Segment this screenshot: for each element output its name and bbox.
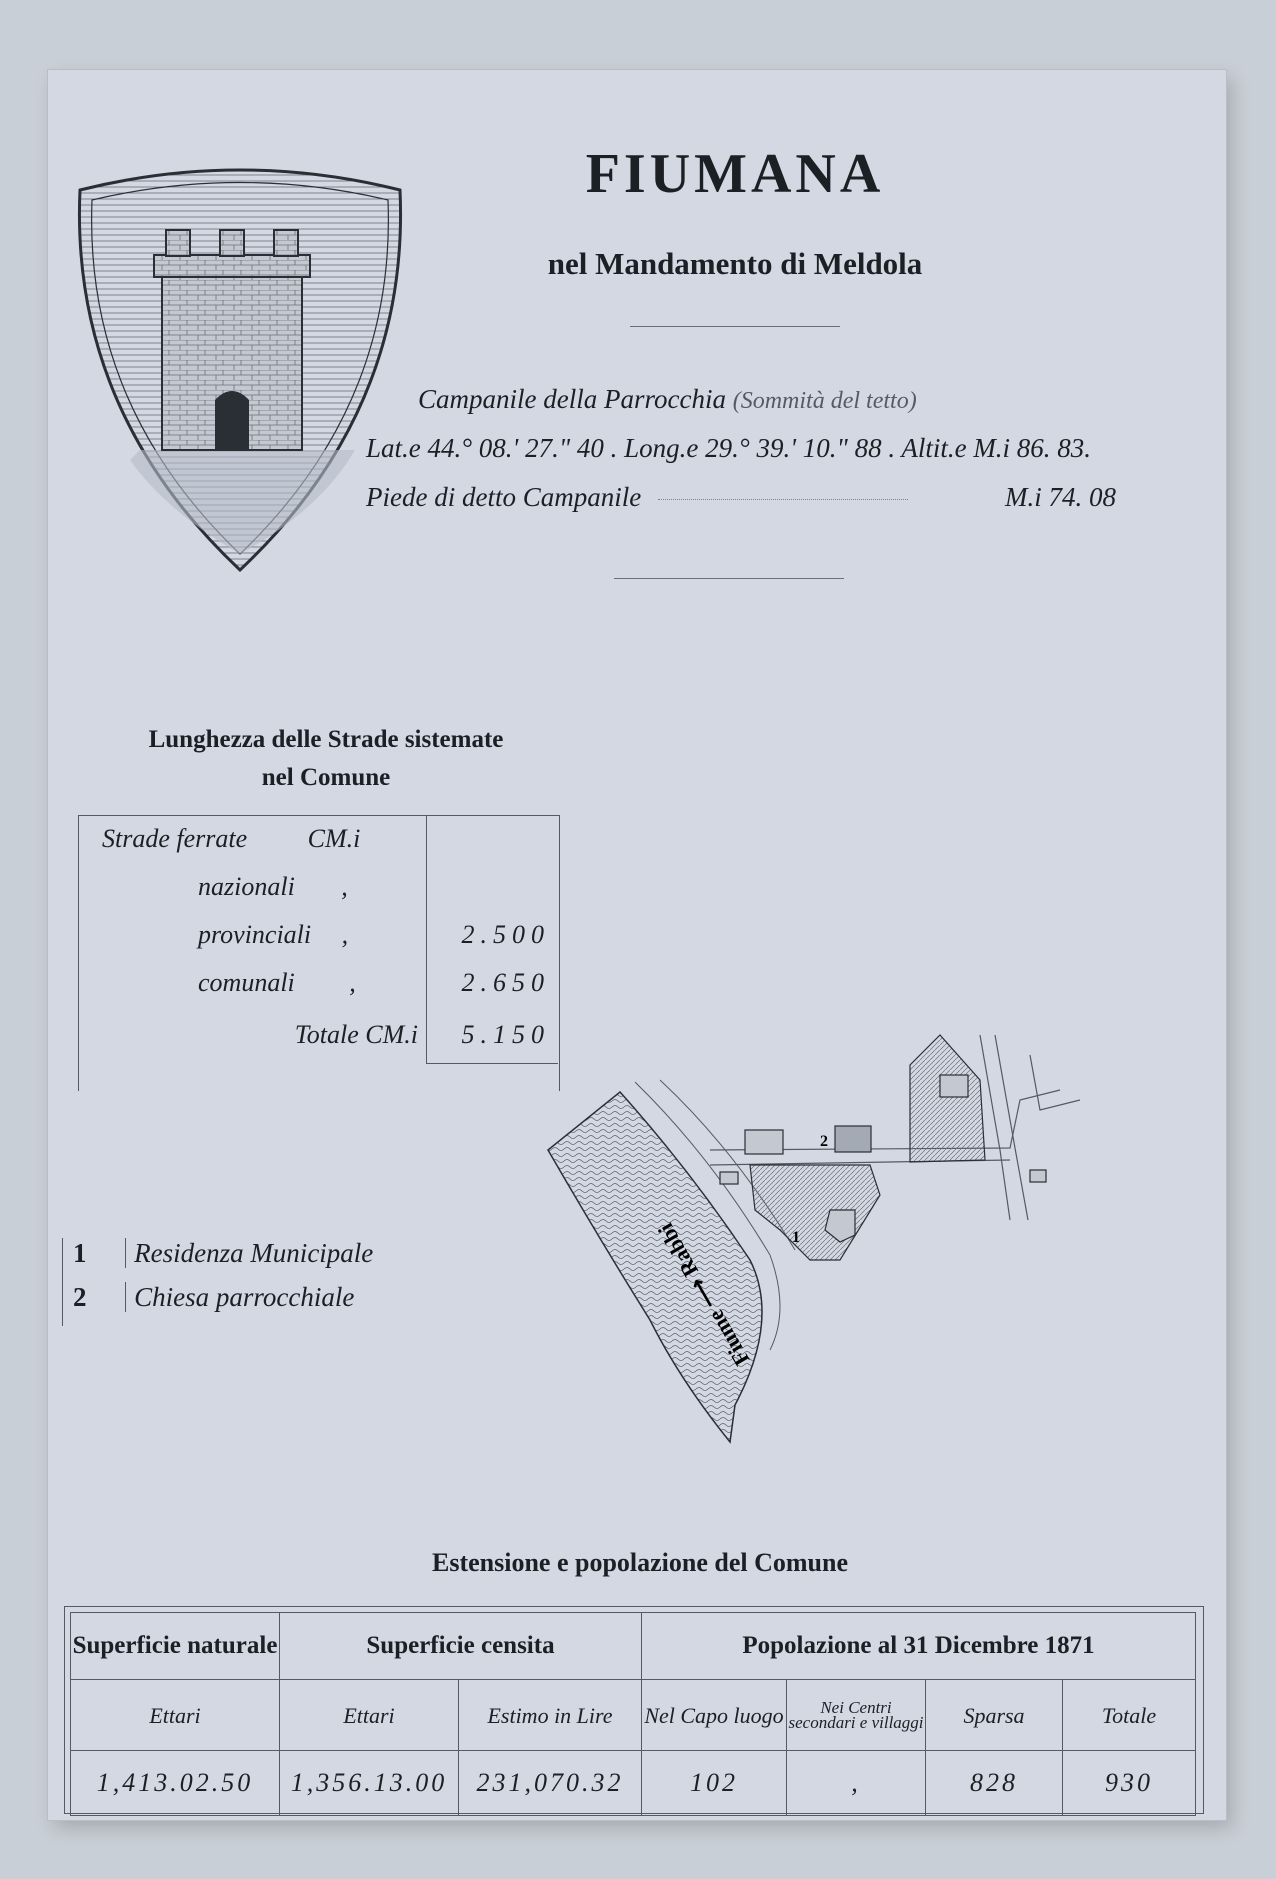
road-total-value: 5.150 <box>427 1007 559 1064</box>
bell-tower-label: Campanile della Parrocchia <box>418 384 726 414</box>
road-value <box>427 815 559 863</box>
col-header: Nel Capo luogo <box>642 1680 787 1751</box>
road-value <box>427 863 559 911</box>
legend-item: 1 Residenza Municipale <box>73 1238 374 1268</box>
town-block <box>750 1165 880 1260</box>
col-header: Totale <box>1063 1680 1196 1751</box>
town-block <box>940 1075 968 1097</box>
foot-label: Piede di detto Campanile <box>366 482 642 512</box>
table-row <box>78 815 558 863</box>
table-row <box>78 911 558 959</box>
cell-value: 1,413.02.50 <box>71 1751 280 1816</box>
cell-value: 1,356.13.00 <box>280 1751 459 1816</box>
divider-bottom <box>614 578 844 579</box>
map-legend <box>62 1238 373 1326</box>
town-map <box>540 1020 1100 1460</box>
table-row-total <box>78 1007 558 1064</box>
roads-heading-line1: Lunghezza delle Strade sistemate <box>148 726 504 753</box>
col-header: Ettari <box>71 1680 280 1751</box>
road-label: provinciali , <box>198 920 349 949</box>
foot-line <box>366 482 1116 513</box>
table-subheader-row <box>71 1680 1196 1751</box>
map-marker-1: 1 <box>792 1229 800 1246</box>
col-header: Estimo in Lire <box>459 1680 642 1751</box>
cell-value: , <box>787 1751 926 1816</box>
road-total-label: Totale CM.i <box>294 1020 418 1050</box>
col-header: Sparsa <box>926 1680 1063 1751</box>
road-value: 2.500 <box>427 911 559 959</box>
cell-value: 930 <box>1063 1751 1196 1816</box>
town-block <box>745 1130 783 1154</box>
town-block <box>720 1172 738 1184</box>
river-label: Fiume ⟶ Rabbi <box>652 1219 755 1370</box>
coordinates-line: Lat.e 44.° 08.' 27." 40 . Long.e 29.° 39.' 10." 88 . Altit.e M.i 86. 83. <box>366 433 1092 463</box>
road-label: Strade ferrate CM.i <box>102 824 361 853</box>
col-header: Ettari <box>280 1680 459 1751</box>
table-row <box>78 959 558 1007</box>
foot-value: M.i 74. 08 <box>1005 482 1116 512</box>
town-block <box>835 1126 871 1152</box>
road-label: nazionali , <box>198 872 348 901</box>
roads-heading <box>86 726 566 792</box>
road-label: comunali , <box>198 968 356 997</box>
col-group-header: Superficie naturale <box>71 1613 280 1680</box>
foot-leader-dots <box>658 499 908 500</box>
map-marker-2: 2 <box>820 1133 828 1150</box>
population-heading: Estensione e popolazione del Comune <box>431 1548 849 1577</box>
bell-tower-line <box>418 384 917 415</box>
divider-top <box>630 326 840 327</box>
cell-value: 231,070.32 <box>459 1751 642 1816</box>
col-header: Nei Centri secondari e villaggi <box>787 1680 926 1751</box>
page-subtitle: nel Mandamento di Meldola <box>547 246 923 281</box>
col-group-header: Popolazione al 31 Dicembre 1871 <box>642 1613 1196 1680</box>
roads-heading-line2: nel Comune <box>261 764 391 791</box>
col-group-header: Superficie censita <box>280 1613 642 1680</box>
population-table <box>70 1612 1196 1816</box>
bell-tower-note: (Sommità del tetto) <box>732 388 917 414</box>
legend-item: 2 Chiesa parrocchiale <box>73 1282 355 1312</box>
roads-table <box>78 815 558 1064</box>
page-title: FIUMANA <box>585 143 885 205</box>
river <box>548 1092 762 1442</box>
cell-value: 102 <box>642 1751 787 1816</box>
road-value: 2.650 <box>427 959 559 1007</box>
table-row <box>71 1751 1196 1816</box>
coat-of-arms-emblem <box>70 160 410 580</box>
table-row <box>78 863 558 911</box>
table-header-row <box>71 1613 1196 1680</box>
town-block <box>1030 1170 1046 1182</box>
cell-value: 828 <box>926 1751 1063 1816</box>
town-block <box>910 1035 985 1162</box>
